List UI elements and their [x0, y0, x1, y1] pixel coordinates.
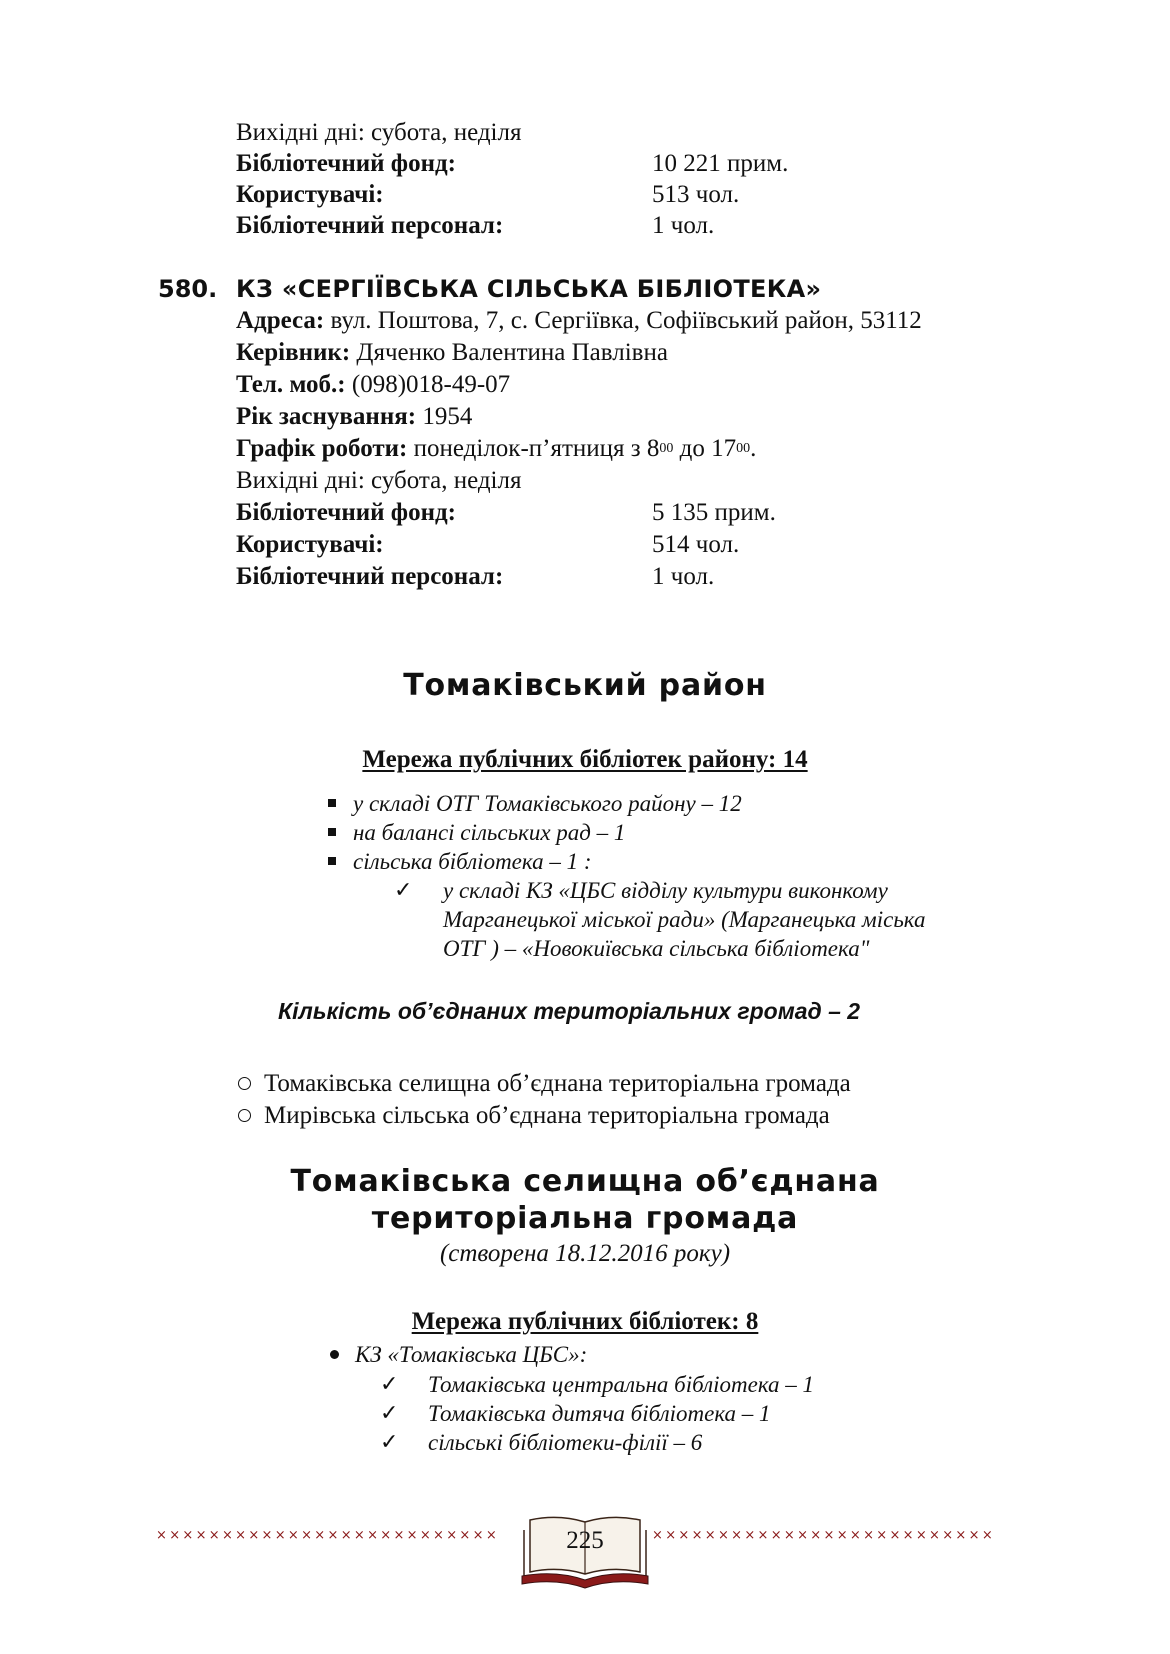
entry-users-label: Користувачі: [236, 531, 384, 558]
entry-users-value: 514 чол. [652, 531, 740, 558]
community-created: (створена 18.12.2016 року) [439, 1240, 731, 1267]
district-network-title: Мережа публічних бібліотек району: 14 [362, 746, 808, 773]
entry-address [236, 305, 922, 337]
prev-fund-label: Бібліотечний фонд: [236, 150, 456, 177]
schedule-text: понеділок-п’ятниця з 8 [407, 435, 660, 462]
community-title-line1: Томаківська селищна об’єднана [290, 1164, 880, 1199]
footer-ornament-right: ×××××××××××××××××××××××××× [652, 1528, 996, 1543]
entry-staff-label: Бібліотечний персонал: [236, 563, 504, 590]
communities-count-title: Кількість об’єднаних територіальних громад – 2 [278, 998, 861, 1024]
district-sub-item-line: Марганецької міської ради» (Марганецька міська [443, 907, 926, 932]
entry-head [236, 337, 668, 369]
square-bullet-icon [328, 857, 336, 865]
entry-days-off: Вихідні дні: субота, неділя [236, 467, 522, 494]
district-sub-item-line: у складі КЗ «ЦБС відділу культури виконкому [443, 878, 888, 903]
community-sub-item: Томаківська дитяча бібліотека – 1 [428, 1401, 771, 1426]
schedule-sup-end: 00 [736, 441, 751, 456]
community-sub-item: сільські бібліотеки-філії – 6 [428, 1430, 703, 1455]
district-network-heading [0, 744, 1170, 776]
community-list-item: Томаківська селищна об’єднана територіальна громада [264, 1070, 851, 1097]
entry-schedule [236, 433, 756, 465]
entry-founded [236, 401, 472, 433]
page-number: 225 [566, 1527, 604, 1554]
community-list-item: Мирівська сільська об’єднана територіальна громада [264, 1102, 830, 1129]
entry-phone [236, 369, 510, 401]
prev-staff-label: Бібліотечний персонал: [236, 212, 504, 239]
community-main-item: КЗ «Томаківська ЦБС»: [355, 1342, 588, 1367]
prev-days-off: Вихідні дні: субота, неділя [236, 119, 522, 146]
district-item: на балансі сільських рад – 1 [353, 820, 626, 845]
prev-users-value: 513 чол. [652, 181, 740, 208]
community-network-title: Мережа публічних бібліотек: 8 [411, 1308, 759, 1335]
entry-fund-value: 5 135 прим. [652, 499, 776, 526]
community-network-heading [0, 1306, 1170, 1338]
phone-value: (098)018-49-07 [345, 371, 511, 398]
schedule-label: Графік роботи: [236, 435, 408, 462]
square-bullet-icon [328, 828, 336, 836]
district-title: Томаківський район [403, 668, 767, 703]
circle-bullet-icon [238, 1109, 251, 1122]
schedule-mid: до 17 [673, 435, 737, 462]
checkmark-icon: ✓ [380, 1372, 399, 1397]
prev-fund-value: 10 221 прим. [652, 150, 789, 177]
checkmark-icon: ✓ [380, 1430, 399, 1455]
entry-staff-value: 1 чол. [652, 563, 715, 590]
round-bullet-icon [330, 1350, 339, 1359]
district-item: у складі ОТГ Томаківського району – 12 [353, 791, 742, 816]
phone-label: Тел. моб.: [236, 371, 346, 398]
address-label: Адреса: [236, 307, 325, 334]
district-item: сільська бібліотека – 1 : [353, 849, 592, 874]
prev-users-label: Користувачі: [236, 181, 384, 208]
footer-ornament-left: ×××××××××××××××××××××××××× [156, 1528, 500, 1543]
founded-value: 1954 [416, 403, 473, 430]
prev-staff-value: 1 чол. [652, 212, 715, 239]
schedule-end: . [750, 435, 757, 462]
community-sub-item: Томаківська центральна бібліотека – 1 [428, 1372, 815, 1397]
head-label: Керівник: [236, 339, 351, 366]
head-value: Дяченко Валентина Павлівна [350, 339, 668, 366]
checkmark-icon: ✓ [394, 878, 413, 903]
entry-number: 580. [158, 275, 218, 303]
checkmark-icon: ✓ [380, 1401, 399, 1426]
founded-label: Рік заснування: [236, 403, 417, 430]
address-value: вул. Поштова, 7, с. Сергіївка, Софіївський район, 53112 [324, 307, 922, 334]
district-sub-item-line: ОТГ ) – «Новокиївська сільська бібліотека" [443, 936, 870, 961]
community-title-line2: територіальна громада [371, 1201, 799, 1236]
entry-title: КЗ «СЕРГІЇВСЬКА СІЛЬСЬКА БІБЛІОТЕКА» [236, 275, 822, 303]
circle-bullet-icon [238, 1077, 251, 1090]
schedule-sup-start: 00 [659, 441, 674, 456]
entry-fund-label: Бібліотечний фонд: [236, 499, 456, 526]
square-bullet-icon [328, 799, 336, 807]
